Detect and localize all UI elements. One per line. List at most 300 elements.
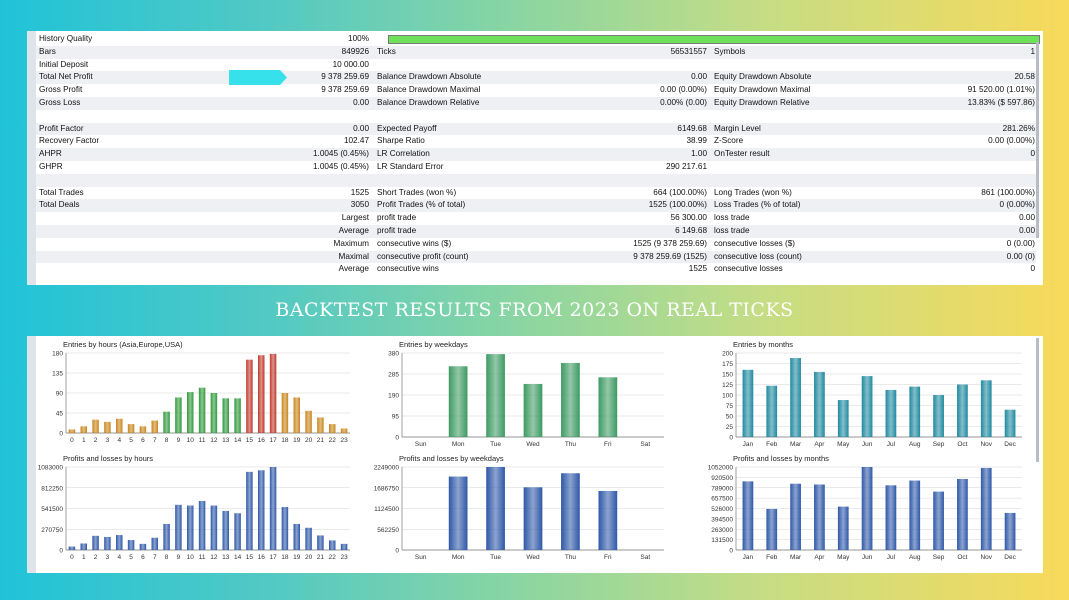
stats-value: 0.00 — [1019, 226, 1035, 235]
stats-label: Loss Trades (% of total) — [714, 200, 801, 210]
history-quality-value: 100% — [348, 34, 369, 43]
chart-bar — [258, 470, 265, 550]
chart-title: Profits and losses by weekdays — [399, 454, 504, 463]
x-tick-label: 12 — [210, 437, 218, 444]
y-tick-label: 1124500 — [374, 506, 399, 513]
stats-label: Ticks — [377, 46, 396, 56]
chart-bar — [957, 385, 968, 438]
chart-bar — [69, 547, 76, 550]
stats-value: 0.00 (0.00%) — [988, 136, 1035, 146]
x-tick-label: Sun — [414, 441, 427, 448]
chart-bar — [211, 393, 218, 433]
stats-value: 1525 — [350, 187, 369, 197]
x-tick-label: 6 — [141, 437, 145, 444]
y-tick-label: 812250 — [41, 485, 63, 493]
x-tick-label: Jul — [886, 554, 896, 561]
x-tick-label: Sat — [640, 554, 651, 561]
chart-bar — [341, 544, 348, 550]
x-tick-label: 20 — [304, 554, 313, 561]
stats-label: Sharpe Ratio — [377, 136, 425, 146]
stats-label: Symbols — [714, 46, 746, 56]
x-tick-label: 22 — [328, 554, 336, 561]
chart-bar — [175, 397, 182, 433]
stats-row — [36, 135, 1036, 148]
y-tick-label: 180 — [52, 350, 63, 358]
stats-label: Total Deals — [39, 200, 80, 210]
y-tick-label: 50 — [725, 413, 733, 421]
x-tick-label: 0 — [70, 554, 74, 561]
stats-value: 0.00% (0.00) — [660, 98, 707, 107]
chart-bar — [282, 507, 289, 550]
stats-label: consecutive losses — [714, 264, 783, 274]
chart-bar — [743, 481, 754, 550]
chart-bar — [524, 384, 543, 437]
x-tick-label: Sep — [932, 441, 945, 448]
stats-label: Balance Drawdown Maximal — [377, 85, 481, 95]
chart-bar — [317, 417, 324, 433]
x-tick-label: 17 — [269, 554, 277, 561]
x-tick-label: 14 — [233, 437, 242, 444]
chart-bar — [282, 393, 289, 433]
x-tick-label: Thu — [564, 441, 577, 448]
x-tick-label: 8 — [164, 554, 169, 561]
y-tick-label: 920500 — [711, 474, 733, 482]
stats-value: 13.83% ($ 597.86) — [967, 98, 1035, 107]
stats-label: Equity Drawdown Absolute — [714, 72, 812, 82]
chart-bar — [933, 492, 944, 550]
y-tick-label: 657500 — [711, 495, 733, 503]
x-tick-label: 4 — [117, 437, 122, 444]
chart-bar — [743, 370, 754, 437]
chart-bar — [104, 422, 111, 433]
chart-bar — [862, 376, 873, 437]
stats-value: 0 (0.00%) — [999, 200, 1035, 210]
stats-label: profit trade — [377, 226, 417, 235]
chart-bar — [187, 392, 194, 433]
stats-row — [36, 123, 1036, 136]
chart-bar — [329, 540, 336, 550]
y-tick-label: 90 — [55, 390, 63, 398]
stats-label: Equity Drawdown Maximal — [714, 85, 811, 95]
stats-value: 281.26% — [1002, 123, 1035, 133]
x-tick-label: 1 — [81, 437, 86, 444]
chart-bar — [981, 380, 992, 437]
stats-label: OnTester result — [714, 149, 770, 159]
x-tick-label: Tue — [490, 554, 502, 561]
stats-row — [36, 97, 1036, 110]
chart-bar — [305, 411, 312, 433]
chart-bar — [814, 372, 825, 437]
y-tick-label: 125 — [722, 382, 733, 389]
stats-value: 0 — [1030, 264, 1035, 274]
stats-value: 56531557 — [670, 46, 707, 56]
stats-row — [36, 174, 1036, 187]
stats-value: 0 — [1030, 149, 1035, 159]
x-tick-label: 19 — [293, 554, 301, 561]
x-tick-label: 15 — [245, 554, 254, 561]
highlight-arrow — [229, 70, 287, 85]
y-tick-label: 789000 — [711, 485, 733, 493]
chart-bar — [329, 424, 336, 433]
stats-row — [36, 199, 1036, 212]
chart-bar — [838, 400, 849, 437]
stats-row — [36, 59, 1036, 72]
chart-bar — [449, 477, 468, 550]
y-tick-label: 0 — [59, 430, 63, 438]
x-tick-label: 23 — [340, 554, 348, 561]
chart-bar — [69, 429, 76, 433]
stats-row — [36, 263, 1036, 276]
y-tick-label: 135 — [52, 370, 63, 378]
x-tick-label: Feb — [766, 554, 778, 561]
chart-bar — [486, 354, 505, 437]
x-tick-label: 3 — [105, 554, 110, 561]
x-tick-label: Mon — [451, 441, 465, 448]
stats-label: LR Correlation — [377, 149, 430, 159]
chart-bar — [187, 506, 194, 550]
chart-bar — [790, 484, 801, 550]
y-tick-label: 0 — [729, 434, 733, 442]
stats-label: consecutive wins — [377, 264, 439, 274]
stats-label: Short Trades (won %) — [377, 187, 457, 197]
x-tick-label: Aug — [908, 441, 921, 448]
x-tick-label: Nov — [980, 554, 993, 561]
chart-bar — [163, 524, 170, 550]
stats-label: Gross Loss — [39, 98, 81, 107]
x-tick-label: 8 — [164, 437, 169, 444]
chart-bar — [561, 473, 580, 550]
chart-bar — [199, 388, 206, 433]
chart-bar — [92, 536, 99, 550]
y-tick-label: 75 — [725, 403, 733, 410]
chart-bar — [1005, 513, 1016, 550]
stats-label: Expected Payoff — [377, 123, 437, 133]
y-tick-label: 394500 — [711, 516, 733, 524]
stats-label: loss trade — [714, 213, 750, 223]
chart-bar — [341, 429, 348, 433]
stats-label: LR Standard Error — [377, 162, 444, 171]
x-tick-label: 10 — [186, 437, 194, 444]
chart-bar — [909, 387, 920, 437]
x-tick-label: Nov — [980, 441, 993, 448]
stats-row — [36, 187, 1036, 200]
x-tick-label: 11 — [198, 554, 206, 561]
results-table-panel — [27, 31, 1043, 285]
chart-title: Profits and losses by months — [733, 454, 829, 463]
stats-value: Largest — [341, 213, 369, 223]
charts-svg — [36, 336, 1042, 573]
chart-bar — [317, 535, 324, 550]
chart-bar — [599, 491, 618, 550]
stats-value: 1.0045 (0.45%) — [313, 149, 369, 159]
y-tick-label: 100 — [722, 392, 733, 400]
stats-value: 9 378 259.69 (1525) — [633, 251, 707, 261]
x-tick-label: 16 — [257, 437, 265, 444]
x-tick-label: Dec — [1004, 554, 1016, 561]
x-tick-label: Oct — [957, 554, 968, 561]
stats-label: Margin Level — [714, 123, 761, 133]
stats-label: Profit Trades (% of total) — [377, 200, 466, 210]
stats-row — [36, 148, 1036, 161]
x-tick-label: 6 — [141, 554, 145, 561]
x-tick-label: Dec — [1004, 441, 1016, 448]
stats-value: 664 (100.00%) — [653, 187, 707, 197]
y-tick-label: 541500 — [41, 506, 63, 513]
stats-value: 1.00 — [691, 149, 707, 159]
stats-value: 0.00 — [353, 98, 369, 107]
chart-bar — [957, 479, 968, 550]
chart-bar — [886, 390, 897, 437]
x-tick-label: 2 — [93, 554, 98, 561]
chart-bar — [981, 468, 992, 550]
chart-bar — [246, 360, 253, 433]
chart-bar — [766, 509, 777, 550]
stats-value: 38.99 — [686, 136, 707, 146]
chart-bar — [211, 506, 218, 550]
x-tick-label: 7 — [152, 437, 157, 444]
chart-bar — [246, 472, 253, 550]
chart-bar — [140, 426, 147, 433]
stats-label: AHPR — [39, 149, 62, 159]
stats-value: 0.00 — [691, 72, 707, 82]
x-tick-label: 10 — [186, 554, 194, 561]
stats-value: 0.00 — [353, 123, 369, 133]
x-tick-label: Jan — [742, 554, 754, 561]
x-tick-label: 5 — [129, 437, 133, 444]
chart-bar — [104, 537, 111, 550]
y-tick-label: 0 — [395, 547, 399, 555]
stats-label: Long Trades (won %) — [714, 187, 792, 197]
chart-title: Profits and losses by hours — [63, 454, 154, 463]
chart-bar — [293, 397, 300, 433]
chart-bar — [814, 485, 825, 550]
y-tick-label: 285 — [388, 371, 399, 379]
chart-bar — [270, 467, 277, 550]
x-tick-label: Oct — [957, 441, 968, 448]
stats-row — [36, 71, 1036, 84]
chart-bar — [305, 528, 312, 550]
x-tick-label: Mon — [451, 554, 465, 561]
x-tick-label: Jul — [886, 441, 896, 448]
y-tick-label: 2249000 — [373, 464, 399, 472]
chart-title: Entries by weekdays — [399, 340, 468, 349]
chart-bar — [222, 398, 229, 433]
vertical-scrollbar[interactable] — [1036, 42, 1039, 238]
chart-bar — [116, 535, 123, 550]
chart-bar — [92, 420, 99, 433]
chart-title: Entries by months — [733, 340, 794, 349]
x-tick-label: Mar — [789, 554, 802, 561]
history-quality-bar — [388, 35, 1040, 44]
y-tick-label: 526000 — [711, 506, 733, 513]
history-quality-label: History Quality — [39, 34, 93, 43]
stats-value: 10 000.00 — [332, 59, 369, 69]
x-tick-label: Mar — [789, 441, 802, 448]
x-tick-label: 16 — [257, 554, 265, 561]
stats-value: Average — [338, 226, 369, 235]
stats-value: 1 — [1030, 46, 1035, 56]
chart-bar — [175, 505, 182, 550]
x-tick-label: 23 — [340, 437, 348, 444]
stats-label: consecutive profit (count) — [377, 251, 469, 261]
x-tick-label: Tue — [490, 441, 502, 448]
stats-row — [36, 110, 1036, 123]
stats-row — [36, 46, 1036, 59]
stats-value: 849926 — [341, 46, 369, 56]
chart-bar — [222, 511, 229, 550]
stats-label: consecutive loss (count) — [714, 251, 802, 261]
stats-row — [36, 251, 1036, 264]
stats-value: Average — [338, 264, 369, 274]
stats-value: 0.00 (0) — [1006, 251, 1035, 261]
x-tick-label: 11 — [198, 437, 206, 444]
chart-bar — [234, 398, 241, 433]
x-tick-label: Wed — [526, 554, 540, 561]
chart-bar — [258, 355, 265, 433]
y-tick-label: 1083000 — [37, 464, 63, 472]
stats-value: 6149.68 — [677, 123, 707, 133]
stats-value: 6 149.68 — [675, 226, 707, 235]
stats-value: 91 520.00 (1.01%) — [967, 85, 1035, 95]
chart-bar — [524, 487, 543, 550]
x-tick-label: Wed — [526, 441, 540, 448]
chart-bar — [599, 377, 618, 437]
stats-label: Profit Factor — [39, 123, 84, 133]
history-quality-row — [36, 33, 1036, 46]
x-tick-label: 19 — [293, 437, 301, 444]
chart-bar — [80, 543, 87, 550]
y-tick-label: 1686750 — [373, 485, 399, 493]
left-panel-strip — [27, 31, 36, 285]
stats-label: consecutive wins ($) — [377, 238, 452, 248]
y-tick-label: 0 — [395, 434, 399, 442]
stats-label: Balance Drawdown Absolute — [377, 72, 482, 82]
chart-bar — [838, 507, 849, 550]
x-tick-label: Apr — [814, 554, 825, 561]
stats-label: Recovery Factor — [39, 136, 100, 146]
stats-value: 1525 — [688, 264, 707, 274]
x-tick-label: 4 — [117, 554, 122, 561]
y-tick-label: 131500 — [711, 537, 733, 545]
chart-bar — [151, 538, 158, 550]
stats-row — [36, 225, 1036, 238]
x-tick-label: 13 — [222, 437, 230, 444]
x-tick-label: Sat — [640, 441, 651, 448]
stats-label: Equity Drawdown Relative — [714, 98, 810, 107]
x-tick-label: 0 — [70, 437, 74, 444]
stats-label: Gross Profit — [39, 85, 83, 95]
chart-bar — [449, 366, 468, 437]
x-tick-label: 5 — [129, 554, 133, 561]
y-tick-label: 25 — [725, 424, 733, 431]
x-tick-label: 21 — [316, 554, 325, 561]
left-panel-strip — [27, 336, 36, 573]
chart-bar — [766, 386, 777, 437]
chart-bar — [80, 426, 87, 433]
x-tick-label: Thu — [564, 554, 577, 561]
chart-bar — [270, 354, 277, 433]
x-tick-label: Feb — [766, 441, 778, 448]
chart-bar — [163, 412, 170, 433]
chart-bar — [293, 524, 300, 550]
y-tick-label: 270750 — [41, 526, 63, 534]
stats-value: 3050 — [350, 200, 369, 210]
stats-value: Maximal — [338, 251, 369, 261]
x-tick-label: Jun — [861, 554, 873, 561]
chart-bar — [1005, 410, 1016, 437]
chart-bar — [116, 419, 123, 433]
stats-row — [36, 212, 1036, 225]
stats-value: Maximum — [333, 238, 369, 248]
y-tick-label: 562250 — [377, 526, 399, 534]
stats-value: 9 378 259.69 — [321, 85, 369, 95]
x-tick-label: 18 — [281, 554, 289, 561]
y-tick-label: 263000 — [711, 526, 733, 534]
stats-label: Z-Score — [714, 136, 744, 146]
stats-label: Bars — [39, 46, 56, 56]
chart-bar — [128, 540, 135, 550]
x-tick-label: 9 — [176, 437, 181, 444]
stats-value: 9 378 259.69 — [321, 72, 369, 82]
x-tick-label: 17 — [269, 437, 277, 444]
x-tick-label: 12 — [210, 554, 218, 561]
y-tick-label: 1052000 — [707, 464, 733, 472]
chart-bar — [862, 467, 873, 550]
x-tick-label: Fri — [604, 441, 612, 448]
x-tick-label: Sep — [932, 554, 945, 561]
stats-label: Initial Deposit — [39, 59, 89, 69]
chart-bar — [486, 467, 505, 550]
x-tick-label: 14 — [233, 554, 242, 561]
stats-label: Total Net Profit — [39, 72, 93, 82]
chart-bar — [909, 481, 920, 550]
chart-bar — [886, 485, 897, 550]
x-tick-label: 2 — [93, 437, 98, 444]
stats-value: 0 (0.00) — [1006, 238, 1035, 248]
chart-bar — [140, 544, 147, 550]
x-tick-label: May — [837, 441, 850, 448]
x-tick-label: 9 — [176, 554, 181, 561]
charts-panel — [27, 336, 1043, 573]
stats-row — [36, 238, 1036, 251]
chart-bar — [199, 501, 206, 550]
stats-label: Balance Drawdown Relative — [377, 98, 480, 107]
y-tick-label: 0 — [59, 547, 63, 555]
banner-title: BACKTEST RESULTS FROM 2023 ON REAL TICKS — [275, 299, 794, 321]
y-tick-label: 190 — [388, 392, 399, 400]
stats-label: profit trade — [377, 213, 417, 223]
x-tick-label: Jan — [742, 441, 754, 448]
stats-row — [36, 84, 1036, 97]
stats-row — [36, 161, 1036, 174]
x-tick-label: 3 — [105, 437, 110, 444]
stats-value: 102.47 — [343, 136, 369, 146]
x-tick-label: 13 — [222, 554, 230, 561]
x-tick-label: Aug — [908, 554, 921, 561]
stats-label: Total Trades — [39, 187, 84, 197]
chart-bar — [234, 513, 241, 550]
x-tick-label: May — [837, 554, 850, 561]
x-tick-label: Apr — [814, 441, 825, 448]
stats-label: GHPR — [39, 162, 63, 171]
x-tick-label: 22 — [328, 437, 336, 444]
y-tick-label: 175 — [722, 361, 733, 368]
x-tick-label: Jun — [861, 441, 873, 448]
chart-title: Entries by hours (Asia,Europe,USA) — [63, 340, 183, 349]
stats-value: 0.00 (0.00%) — [660, 85, 707, 95]
y-tick-label: 0 — [729, 547, 733, 555]
stats-label: consecutive losses ($) — [714, 238, 795, 248]
